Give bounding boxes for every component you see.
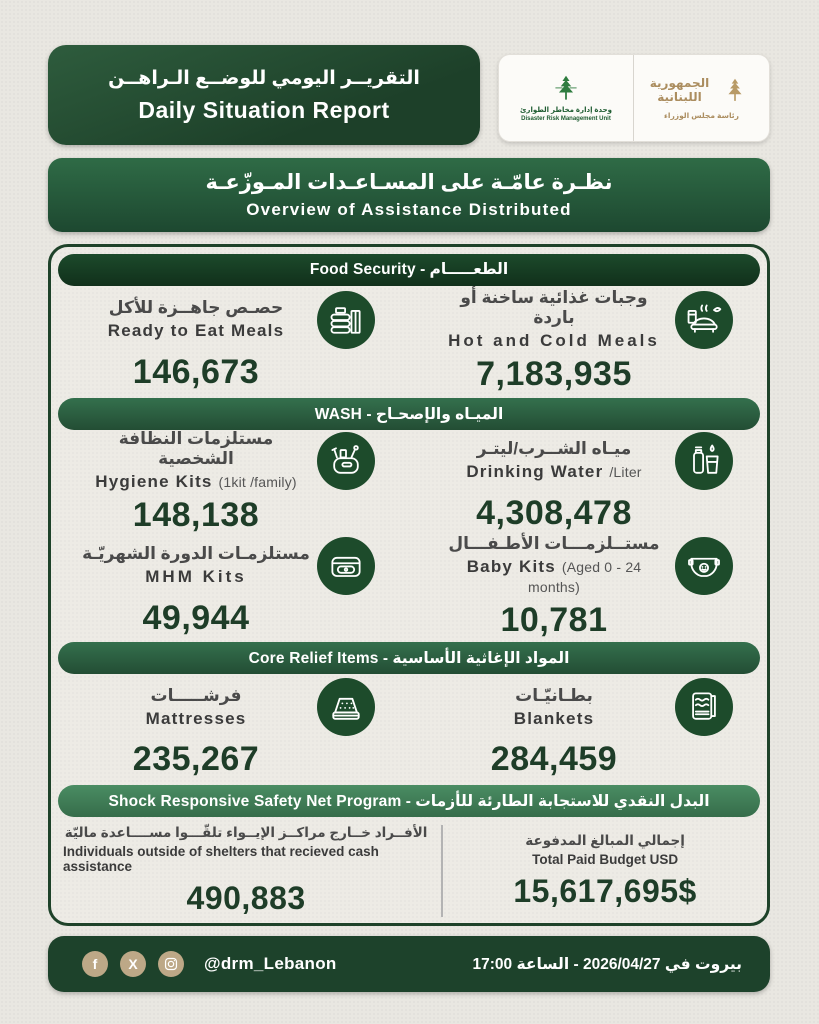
- stat-baby-kits: [409, 534, 767, 640]
- stat-label-english: Individuals outside of shelters that recieved cash assistance: [63, 844, 379, 874]
- footer-bar: [48, 936, 770, 992]
- x-icon[interactable]: [120, 951, 146, 977]
- stat-mhm-kits: [51, 534, 409, 640]
- stat-label-english: Hot and Cold Meals: [448, 331, 660, 351]
- instagram-icon[interactable]: [158, 951, 184, 977]
- stat-value: 10,781: [500, 601, 608, 640]
- stat-label-arabic: مستــلزمـــات الأطـفـــال: [448, 534, 660, 554]
- stat-hygiene-kits: [51, 430, 409, 534]
- stat-label-english: Blankets: [513, 708, 595, 728]
- stat-label-note: /Liter: [609, 464, 642, 481]
- mhm-kit-icon: [317, 537, 375, 595]
- lebanese-republic-calligraphy: الجمهورية اللبنانية: [649, 76, 710, 104]
- stat-label-english: Ready to Eat Meals: [107, 321, 285, 341]
- stat-value: 7,183,935: [476, 355, 632, 394]
- stat-label-arabic: بطـانيّـات: [515, 685, 593, 705]
- stat-value: 15,617,695$: [513, 872, 697, 909]
- stat-label-arabic: الأفــراد خــارج مراكــز الإيــواء تلقّـــوا مســــاعدة ماليّة: [64, 825, 428, 840]
- blanket-icon: [675, 678, 733, 736]
- stat-label-arabic: حصـص جاهــزة للأكل: [108, 298, 284, 318]
- stat-drinking-water: [409, 430, 767, 534]
- cedar-tree-icon: [546, 74, 586, 104]
- stat-value: 49,944: [142, 598, 250, 637]
- government-logo: [634, 55, 769, 141]
- section-bar-shock-program: البدل النقدي للاستجابة الطارئة للأزمات - Shock Responsive Safety Net Program: [58, 785, 760, 817]
- section-bar-core-relief: المواد الإغاثية الأساسية - Core Relief Items: [58, 642, 760, 674]
- report-title-arabic: التقريــر اليومي للوضــع الـراهــن: [108, 67, 420, 89]
- stat-label-arabic: إجمالي المبالغ المدفوعة: [525, 832, 685, 848]
- baby-kit-icon: [675, 537, 733, 595]
- stat-value: 4,308,478: [476, 493, 632, 532]
- report-title-banner: [48, 45, 480, 145]
- stat-blankets: [409, 674, 767, 783]
- report-title-english: Daily Situation Report: [138, 96, 390, 123]
- facebook-glyph: f: [92, 956, 98, 972]
- x-glyph: X: [128, 956, 138, 972]
- stat-label-english: Mattresses: [145, 708, 247, 728]
- meal-plate-icon: [675, 291, 733, 349]
- social-handle[interactable]: @drm_Lebanon: [204, 954, 337, 973]
- stat-label-note: (Aged 0 - 24 months): [528, 559, 642, 596]
- stat-label-note: (1kit /family): [218, 474, 297, 491]
- stat-cash-assistance-individuals: [51, 825, 441, 917]
- stat-label-arabic: ميـاه الشــرب/ليتـر: [476, 439, 632, 459]
- stat-value: 148,138: [132, 496, 260, 535]
- stat-value: 490,883: [186, 880, 306, 916]
- drm-logo: [499, 55, 634, 141]
- hygiene-kit-icon: [317, 432, 375, 490]
- stat-label-english: MHM Kits: [145, 567, 247, 587]
- stat-label-arabic: وجبات غذائية ساخنة أو باردة: [460, 288, 648, 328]
- stat-value: 146,673: [132, 352, 260, 391]
- section-bar-wash: الميـاه والإصحـاح - WASH: [58, 398, 760, 430]
- drinking-water-icon: [675, 432, 733, 490]
- assistance-card: [48, 244, 770, 926]
- gold-cedar-icon: [717, 77, 753, 105]
- stat-label-arabic: مستلزمـات الدورة الشهريّـة: [82, 544, 310, 564]
- drm-name-english: Disaster Risk Management Unit: [521, 116, 611, 122]
- stat-label-arabic: مستلزمات النظافة الشخصية: [118, 429, 274, 469]
- facebook-icon[interactable]: [82, 951, 108, 977]
- logos-panel: [498, 54, 770, 142]
- report-date-time: بيروت في 2026/04/27 - الساعة 17:00: [472, 955, 742, 973]
- stat-total-paid-budget: [441, 825, 767, 917]
- overview-title-english: Overview of Assistance Distributed: [246, 200, 572, 219]
- stat-label-english: Total Paid Budget USD: [532, 851, 679, 867]
- stat-label-english: Drinking Water: [466, 462, 604, 482]
- overview-title-arabic: نظـرة عامّـة على المسـاعـدات المـوزّعـة: [205, 171, 613, 194]
- stat-label-english: Hygiene Kits: [95, 472, 213, 492]
- section-bar-food-security: الطعـــــام - Food Security: [58, 254, 760, 286]
- mattress-icon: [317, 678, 375, 736]
- stat-value: 284,459: [490, 740, 618, 779]
- drm-name-arabic: وحدة إدارة مخاطر الطوارئ: [520, 107, 612, 114]
- stat-label-english: Baby Kits: [466, 557, 556, 577]
- overview-banner: [48, 158, 770, 232]
- council-of-ministers-label: رئاسة مجلس الوزراء: [664, 110, 739, 120]
- stat-ready-to-eat-meals: [51, 286, 409, 397]
- shock-program-row: [51, 817, 767, 923]
- stat-label-arabic: فرشـــــات: [150, 685, 242, 705]
- stat-mattresses: [51, 674, 409, 783]
- stat-value: 235,267: [132, 740, 260, 779]
- canned-food-icon: [317, 291, 375, 349]
- stat-hot-and-cold-meals: [409, 286, 767, 397]
